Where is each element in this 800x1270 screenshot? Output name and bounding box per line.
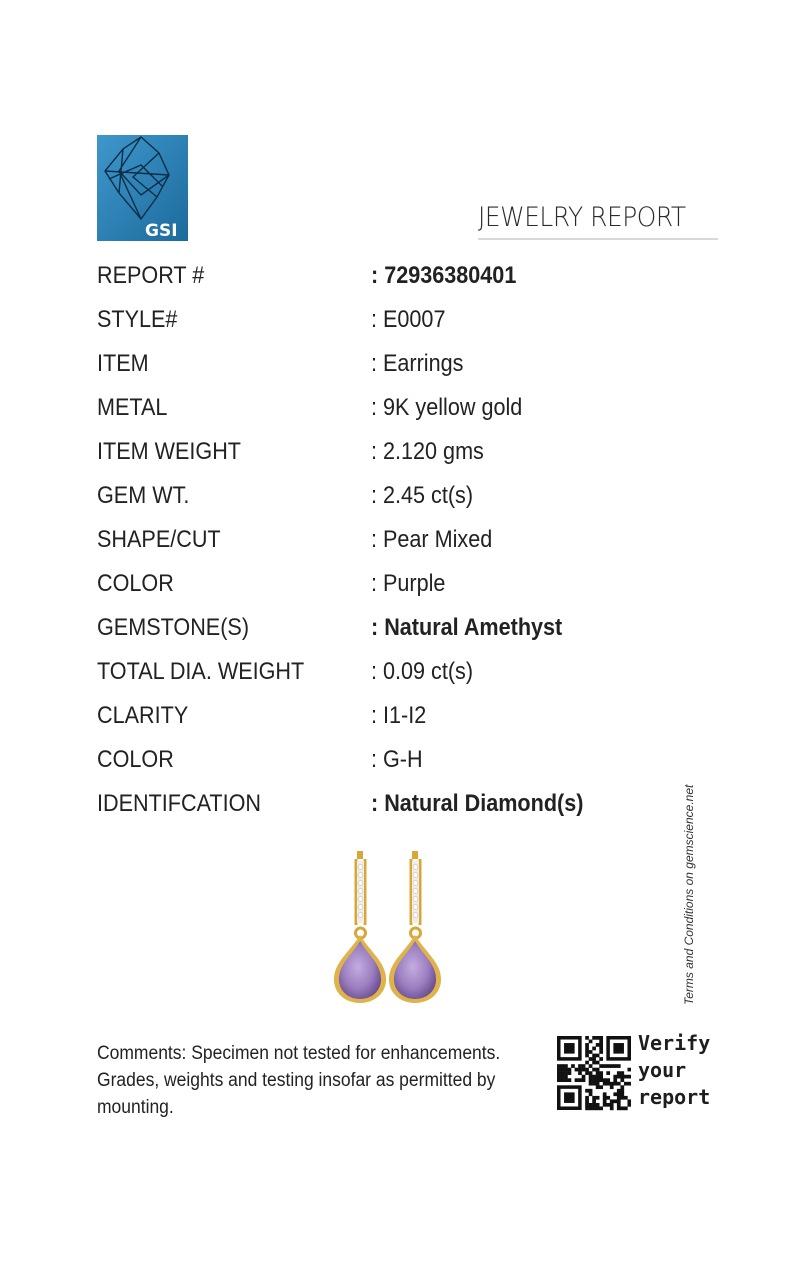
field-value: : 2.120 gms xyxy=(371,438,484,465)
field-label: METAL xyxy=(97,394,168,421)
comments xyxy=(97,1040,511,1121)
verify-line: report xyxy=(638,1085,711,1109)
comments-line: Grades, weights and testing insofar as permitted by xyxy=(97,1070,496,1091)
field-label: TOTAL DIA. WEIGHT xyxy=(97,658,305,685)
field-row xyxy=(97,610,717,654)
field-label: GEM WT. xyxy=(97,482,190,509)
comments-line: mounting. xyxy=(97,1097,174,1118)
field-row xyxy=(97,434,717,478)
field-row xyxy=(97,654,717,698)
field-value: : 2.45 ct(s) xyxy=(371,482,474,509)
earring-right xyxy=(389,851,441,1003)
field-row xyxy=(97,786,717,830)
field-row xyxy=(97,698,717,742)
logo-text: GSI xyxy=(145,221,178,241)
field-label: COLOR xyxy=(97,746,174,773)
field-value: : Natural Amethyst xyxy=(371,614,563,641)
diamond-icon xyxy=(97,135,188,241)
field-label: ITEM WEIGHT xyxy=(97,438,241,465)
field-label: REPORT # xyxy=(97,262,205,289)
field-row xyxy=(97,566,717,610)
field-value: : 9K yellow gold xyxy=(371,394,523,421)
title-divider xyxy=(478,238,718,240)
page-title: JEWELRY REPORT xyxy=(478,202,686,233)
field-value: : Pear Mixed xyxy=(371,526,493,553)
qr-code[interactable] xyxy=(557,1036,631,1112)
field-value: : I1-I2 xyxy=(371,702,427,729)
verify-line: your xyxy=(638,1058,687,1082)
report-fields xyxy=(97,258,717,830)
field-row xyxy=(97,522,717,566)
field-label: ITEM xyxy=(97,350,149,377)
earrings-photo xyxy=(325,845,465,1005)
field-value: : G-H xyxy=(371,746,423,773)
field-row xyxy=(97,478,717,522)
earring-left xyxy=(334,851,386,1003)
field-row xyxy=(97,302,717,346)
field-label: IDENTIFCATION xyxy=(97,790,261,817)
field-label: CLARITY xyxy=(97,702,189,729)
field-row xyxy=(97,390,717,434)
field-label: GEMSTONE(S) xyxy=(97,614,250,641)
gsi-logo xyxy=(97,135,188,241)
comments-line: Comments: Specimen not tested for enhancements. xyxy=(97,1043,501,1064)
field-value: : Purple xyxy=(371,570,446,597)
field-value: : E0007 xyxy=(371,306,446,333)
field-label: SHAPE/CUT xyxy=(97,526,221,553)
verify-report-link[interactable] xyxy=(638,1030,710,1111)
field-row xyxy=(97,258,717,302)
field-label: COLOR xyxy=(97,570,174,597)
field-row xyxy=(97,742,717,786)
field-value: : Natural Diamond(s) xyxy=(371,790,584,817)
field-label: STYLE# xyxy=(97,306,178,333)
field-value: : 72936380401 xyxy=(371,262,517,289)
field-row xyxy=(97,346,717,390)
terms-note: Terms and Conditions on gemscience.net xyxy=(682,784,696,1005)
field-value: : Earrings xyxy=(371,350,464,377)
field-value: : 0.09 ct(s) xyxy=(371,658,474,685)
verify-line: Verify xyxy=(638,1031,711,1055)
